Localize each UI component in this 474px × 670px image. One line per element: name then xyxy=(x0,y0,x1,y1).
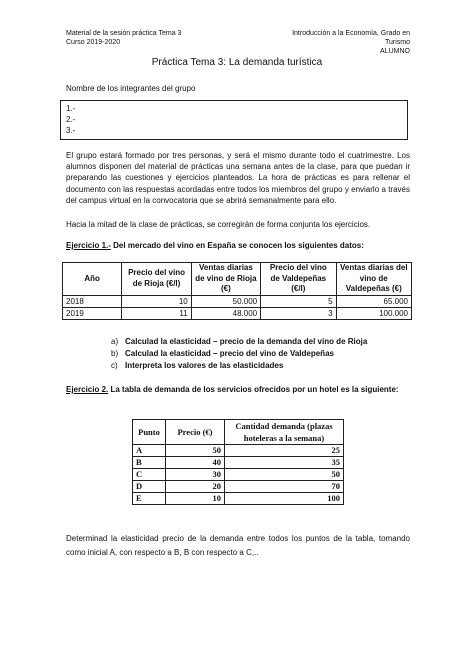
col-header-rioja-sales: Ventas diarias de vino de Rioja (€) xyxy=(191,263,260,296)
table-cell: 40 xyxy=(166,457,225,469)
table-cell: 35 xyxy=(225,457,344,469)
header-right xyxy=(268,29,410,56)
exercise-2-heading xyxy=(66,384,410,395)
table-row xyxy=(133,445,344,457)
table-header-row xyxy=(133,420,344,445)
table-row xyxy=(133,457,344,469)
col-header-point: Punto xyxy=(133,420,166,445)
task-letter: a) xyxy=(111,337,119,346)
table-row xyxy=(63,295,412,307)
table-cell: B xyxy=(133,457,166,469)
intro-paragraph: El grupo estará formado por tres personas, y será el mismo durante todo el cuatrimestre. Los alumnos disponen del material de prácticas una semana antes de la clase, para que puedan ir preparando las cuestiones y ejercicios planteados. La hora de prácticas es para rellenar el documento con las respuestas acordadas entre todos los miembros del grupo y enviarlo a través del campus virtual en la convocatoria que se abrirá semanalmente para ello. xyxy=(66,151,410,205)
task-letter: c) xyxy=(111,361,118,370)
table-header-row xyxy=(63,263,412,296)
task-text: Calculad la elasticidad – precio del vino de Valdepeñas xyxy=(125,349,334,358)
table-cell: 65.000 xyxy=(336,295,411,307)
table-cell: D xyxy=(133,481,166,493)
table-cell: 10 xyxy=(166,493,225,505)
col-header-valdepenas-sales: Ventas diarias del vino de Valdepeñas (€) xyxy=(336,263,411,296)
col-header-valdepenas-price: Precio del vino de Valdepeñas (€/l) xyxy=(261,263,336,296)
group-members-box[interactable] xyxy=(60,100,408,140)
table-cell: 100 xyxy=(225,493,344,505)
task-text: Interpreta los valores de las elasticidades xyxy=(125,361,284,370)
table-cell: 48.000 xyxy=(191,307,260,319)
table-cell: 70 xyxy=(225,481,344,493)
table-cell: 10 xyxy=(122,295,191,307)
table-row xyxy=(63,307,412,319)
group-member-3: 3.- xyxy=(66,126,76,135)
table-cell: 2019 xyxy=(63,307,122,319)
header-role: ALUMNO xyxy=(380,48,410,55)
table-cell: 50 xyxy=(225,469,344,481)
exercise-2-instruction: Determinad la elasticidad precio de la demanda entre todos los puntos de la tabla, tomando como inicial A, con respecto a B, B con respecto a C,.. xyxy=(66,534,410,557)
task-text: Calculad la elasticidad – precio de la demanda del vino de Rioja xyxy=(125,337,368,346)
hotel-demand-table xyxy=(132,419,344,505)
header-course-year: Curso 2019-2020 xyxy=(66,39,121,46)
exercise-2-text: La tabla de demanda de los servicios ofrecidos por un hotel es la siguiente: xyxy=(110,385,399,394)
table-cell: 2018 xyxy=(63,295,122,307)
list-item xyxy=(111,336,367,348)
col-header-price: Precio (€) xyxy=(166,420,225,445)
table-cell: 30 xyxy=(166,469,225,481)
col-header-year: Año xyxy=(63,263,122,296)
table-cell: 20 xyxy=(166,481,225,493)
list-item xyxy=(111,348,367,360)
table-cell: C xyxy=(133,469,166,481)
header-subject: Introducción a la Economía, Grado en Turismo xyxy=(292,30,410,46)
intro-correction-note: Hacia la mitad de la clase de prácticas, se corregirán de forma conjunta los ejercicios. xyxy=(66,220,371,229)
table-cell: 3 xyxy=(261,307,336,319)
table-cell: 50 xyxy=(166,445,225,457)
table-row xyxy=(133,493,344,505)
table-row xyxy=(133,481,344,493)
table-cell: A xyxy=(133,445,166,457)
exercise-1-tasks xyxy=(111,336,367,372)
table-cell: 25 xyxy=(225,445,344,457)
group-member-2: 2.- xyxy=(66,115,76,124)
group-label: Nombre de los integrantes del grupo xyxy=(66,84,196,93)
exercise-1-label: Ejercicio 1.- xyxy=(66,241,111,250)
exercise-2-label: Ejercicio 2. xyxy=(66,385,109,394)
task-letter: b) xyxy=(111,349,119,358)
header-left xyxy=(66,29,181,47)
wine-market-table xyxy=(62,262,412,320)
group-member-1: 1.- xyxy=(66,104,76,113)
table-cell: 100.000 xyxy=(336,307,411,319)
list-item xyxy=(111,360,367,372)
table-row xyxy=(133,469,344,481)
table-cell: 5 xyxy=(261,295,336,307)
col-header-rioja-price: Precio del vino de Rioja (€/l) xyxy=(122,263,191,296)
col-header-quantity: Cantidad demanda (plazas hoteleras a la semana) xyxy=(225,420,344,445)
exercise-1-heading xyxy=(66,240,410,251)
exercise-1-text: Del mercado del vino en España se conocen los siguientes datos: xyxy=(113,241,364,250)
table-cell: 11 xyxy=(122,307,191,319)
page-title: Práctica Tema 3: La demanda turística xyxy=(151,57,323,68)
table-cell: 50.000 xyxy=(191,295,260,307)
table-cell: E xyxy=(133,493,166,505)
header-course-material: Material de la sesión práctica Tema 3 xyxy=(66,30,182,37)
